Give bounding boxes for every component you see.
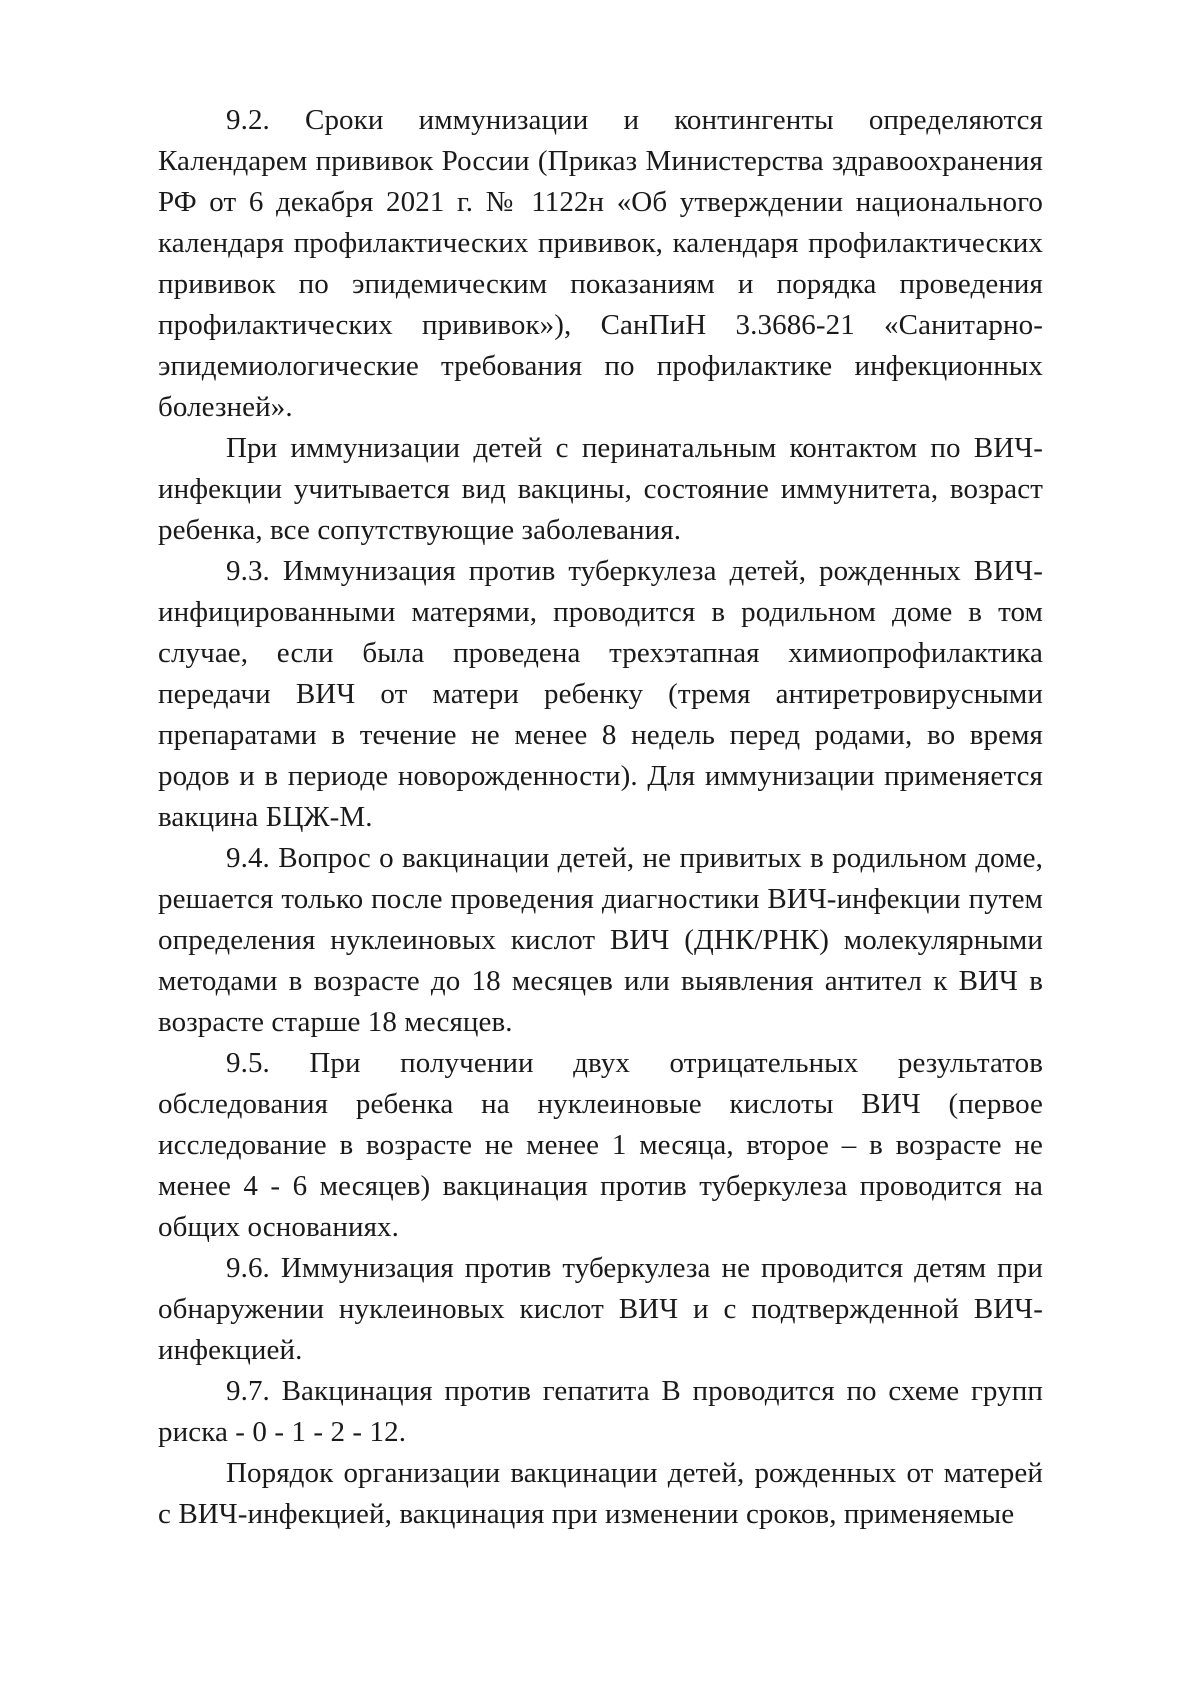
paragraph-9-5: 9.5. При получении двух отрицательных результатов обследования ребенка на нуклеиновые кислоты ВИЧ (первое исследование в возрасте не менее 1 месяца, второе – в возрасте не менее 4 - 6 месяцев) вакцинация против туберкулеза проводится на общих основаниях. (158, 1047, 1043, 1243)
paragraph-vaccination-order: Порядок организации вакцинации детей, рожденных от матерей с ВИЧ-инфекцией, вакцинация при изменении сроков, применяемые (158, 1457, 1043, 1530)
paragraph-9-3: 9.3. Иммунизация против туберкулеза детей, рожденных ВИЧ-инфицированными матерями, проводится в родильном доме в том случае, если была проведена трехэтапная химиопрофилактика передачи ВИЧ от матери ребенку (тремя антиретровирусными препаратами в течение не менее 8 недель перед родами, во время родов и в периоде новорожденности). Для иммунизации применяется вакцина БЦЖ-М. (158, 555, 1043, 833)
paragraph-9-2: 9.2. Сроки иммунизации и контингенты определяются Календарем прививок России (Приказ Министерства здравоохранения РФ от 6 декабря 2021 г. № 1122н «Об утверждении национального календаря профилактических прививок, календаря профилактических прививок по эпидемическим показаниям и порядка проведения профилактических прививок»), СанПиН 3.3686-21 «Санитарно-эпидемиологические требования по профилактике инфекционных болезней». (158, 104, 1043, 423)
paragraph-9-4: 9.4. Вопрос о вакцинации детей, не привитых в родильном доме, решается только после проведения диагностики ВИЧ-инфекции путем определения нуклеиновых кислот ВИЧ (ДНК/РНК) молекулярными методами в возрасте до 18 месяцев или выявления антител к ВИЧ в возрасте старше 18 месяцев. (158, 842, 1043, 1038)
document-page (158, 100, 1043, 1660)
paragraph-hiv-contact: При иммунизации детей с перинатальным контактом по ВИЧ-инфекции учитывается вид вакцины, состояние иммунитета, возраст ребенка, все сопутствующие заболевания. (158, 432, 1043, 546)
paragraph-9-7: 9.7. Вакцинация против гепатита В проводится по схеме групп риска - 0 - 1 - 2 - 12. (158, 1375, 1043, 1448)
paragraph-9-6: 9.6. Иммунизация против туберкулеза не проводится детям при обнаружении нуклеиновых кислот ВИЧ и с подтвержденной ВИЧ-инфекцией. (158, 1252, 1043, 1366)
